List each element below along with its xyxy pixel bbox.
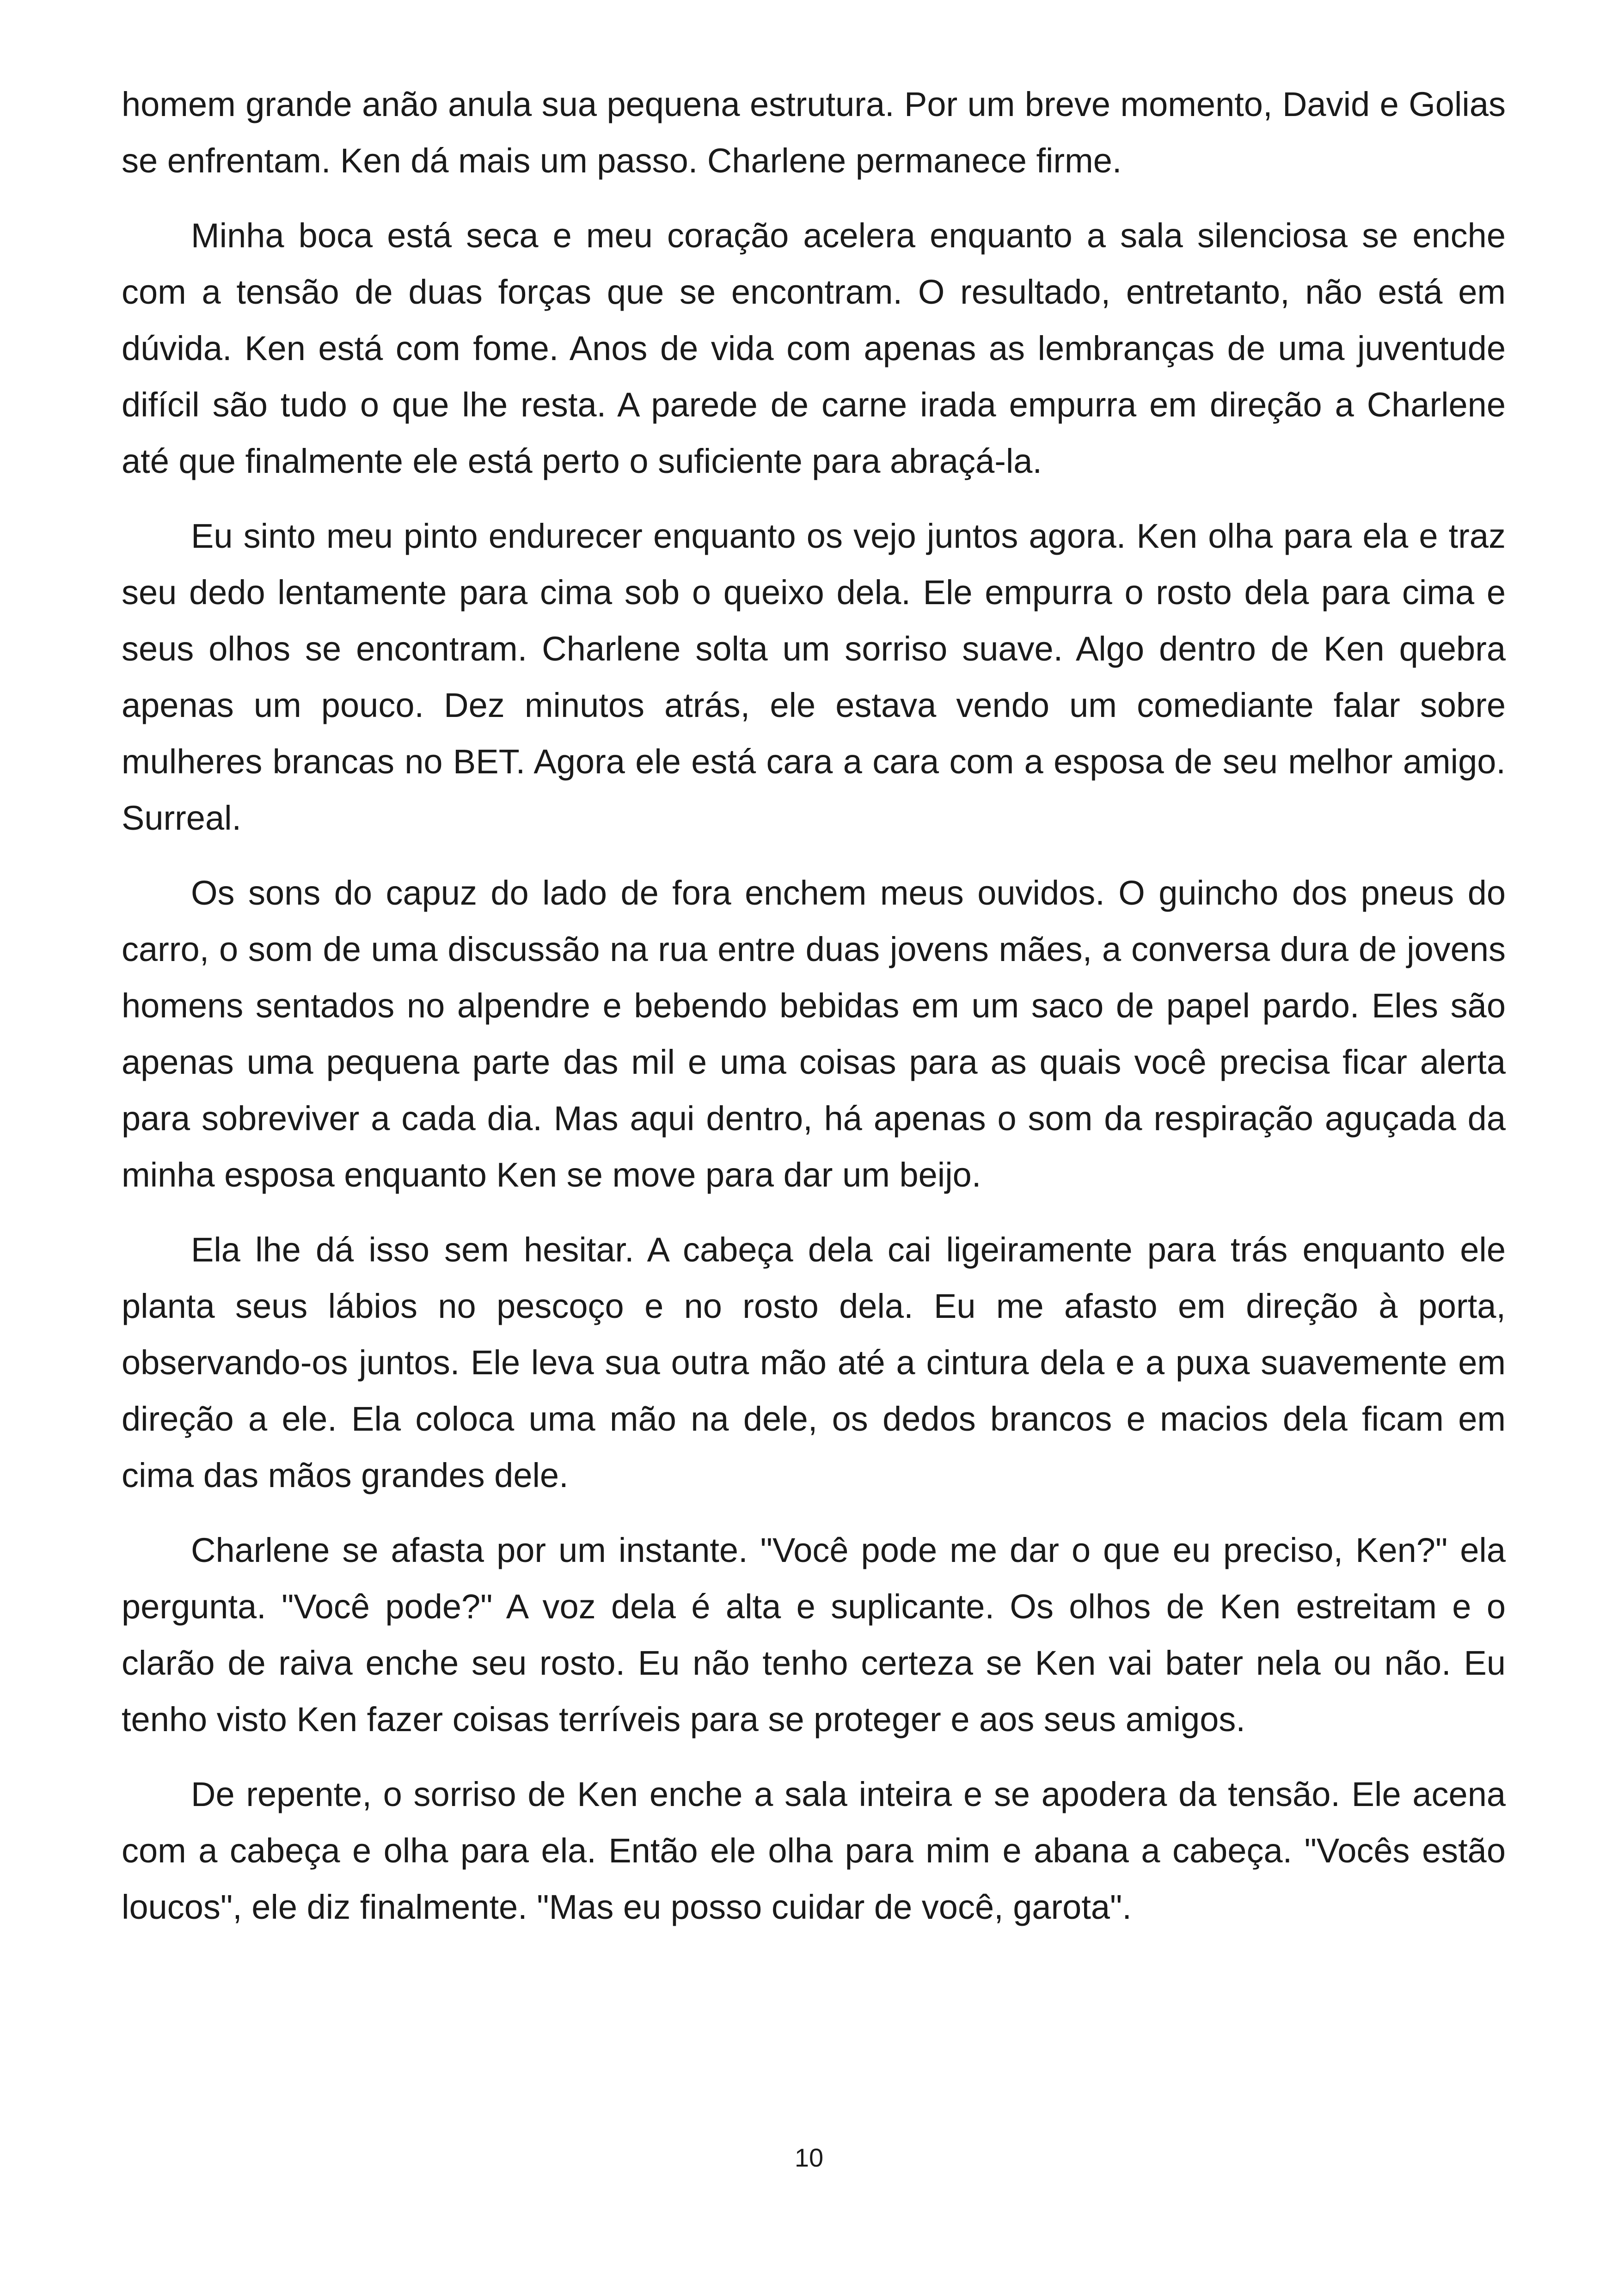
paragraph-5: Ela lhe dá isso sem hesitar. A cabeça dela cai ligeiramente para trás enquanto ele planta seus lábios no pescoço e no rosto dela. Eu me afasto em direção à porta, observando-os juntos. Ele leva sua outra mão até a cintura dela e a puxa suavemente em direção a ele. Ela coloca uma mão na dele, os dedos brancos e macios dela ficam em cima das mãos grandes dele.	[122, 1231, 1506, 1494]
document-page	[122, 76, 1506, 1954]
paragraph-2: Minha boca está seca e meu coração acelera enquanto a sala silenciosa se enche com a tensão de duas forças que se encontram. O resultado, entretanto, não está em dúvida. Ken está com fome. Anos de vida com apenas as lembranças de uma juventude difícil são tudo o que lhe resta. A parede de carne irada empurra em direção a Charlene até que finalmente ele está perto o suficiente para abraçá-la.	[122, 216, 1506, 480]
paragraph-7: De repente, o sorriso de Ken enche a sala inteira e se apodera da tensão. Ele acena com a cabeça e olha para ela. Então ele olha para mim e abana a cabeça. "Vocês estão loucos", ele diz finalmente. "Mas eu posso cuidar de você, garota".	[122, 1775, 1506, 1926]
paragraph-4: Os sons do capuz do lado de fora enchem meus ouvidos. O guincho dos pneus do carro, o som de uma discussão na rua entre duas jovens mães, a conversa dura de jovens homens sentados no alpendre e bebendo bebidas em um saco de papel pardo. Eles são apenas uma pequena parte das mil e uma coisas para as quais você precisa ficar alerta para sobreviver a cada dia. Mas aqui dentro, há apenas o som da respiração aguçada da minha esposa enquanto Ken se move para dar um beijo.	[122, 874, 1506, 1194]
page-number: 10	[794, 2143, 824, 2172]
paragraph-3: Eu sinto meu pinto endurecer enquanto os vejo juntos agora. Ken olha para ela e traz seu dedo lentamente para cima sob o queixo dela. Ele empurra o rosto dela para cima e seus olhos se encontram. Charlene solta um sorriso suave. Algo dentro de Ken quebra apenas um pouco. Dez minutos atrás, ele estava vendo um comediante falar sobre mulheres brancas no BET. Agora ele está cara a cara com a esposa de seu melhor amigo. Surreal.	[122, 517, 1506, 837]
paragraph-1: homem grande anão anula sua pequena estrutura. Por um breve momento, David e Golias se enfrentam. Ken dá mais um passo. Charlene permanece firme.	[122, 85, 1506, 180]
paragraph-6: Charlene se afasta por um instante. "Você pode me dar o que eu preciso, Ken?" ela pergunta. "Você pode?" A voz dela é alta e suplicante. Os olhos de Ken estreitam e o clarão de raiva enche seu rosto. Eu não tenho certeza se Ken vai bater nela ou não. Eu tenho visto Ken fazer coisas terríveis para se proteger e aos seus amigos.	[122, 1531, 1506, 1739]
